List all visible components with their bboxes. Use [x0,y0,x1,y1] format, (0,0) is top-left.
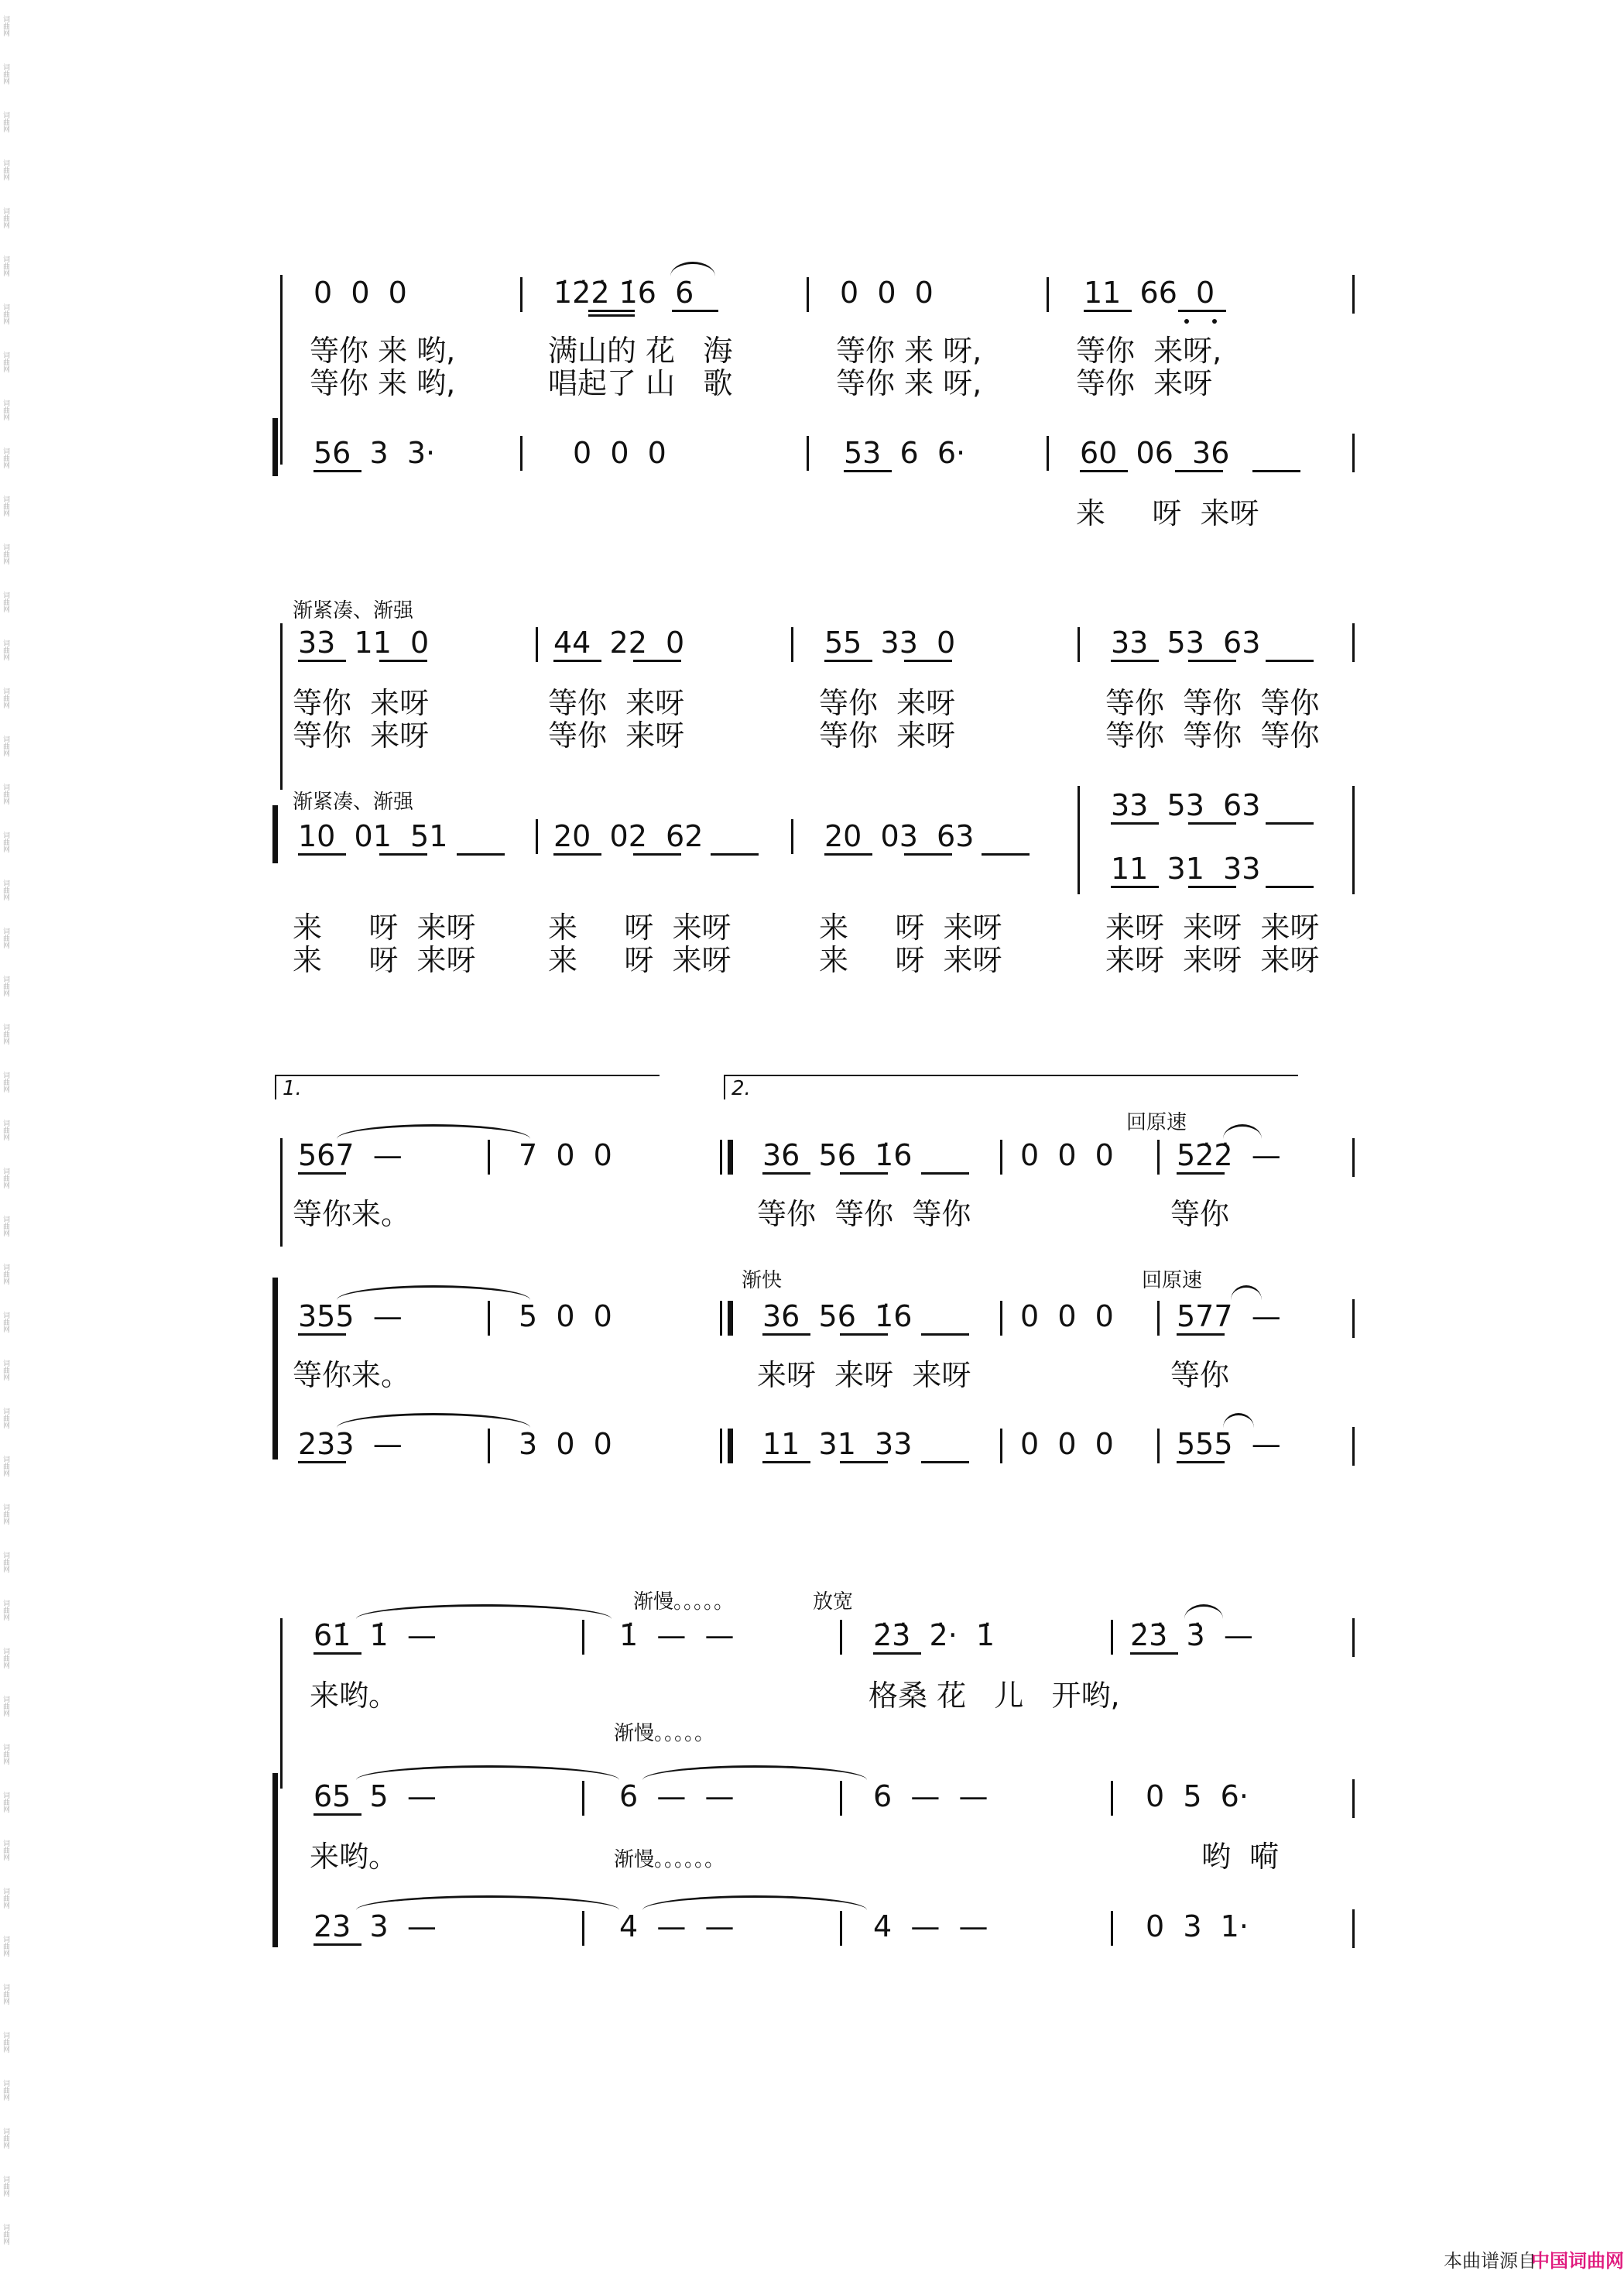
lower-lyric-1-m3: 来 呀 来呀 [819,911,1002,945]
barline [791,819,793,854]
lyric-1-m4: 等你 等你 等你 [1105,686,1320,720]
mid-lyric-m2: 渐慢。。。。。。 [614,1848,725,1871]
mid-lyric-m1: 来哟。 [310,1840,399,1874]
upper-notes-m3: 2̇3̇ 2̇· 1̇ [873,1618,995,1652]
edge-watermark-text: 词曲网 [2,1264,9,1285]
repeat-barline-thick [728,1301,733,1336]
lower-notes-m4: 60 06 36 [1080,436,1230,470]
mid-notes-m2: 5 0 0 [519,1299,612,1333]
notes-m4: 33 53 63 [1111,626,1261,660]
upper-notes-m1: 567 — [298,1138,403,1172]
upper-lyric-m5: 等你 [1170,1197,1230,1231]
barline [1352,1138,1355,1177]
slur [670,262,715,276]
slur [642,1765,867,1780]
lyric-1-m2: 满山的 花 海 [548,334,733,368]
lyric-2-m3: 等你 来呀 [819,719,956,753]
beam-underline [844,470,892,472]
edge-watermark-text: 词曲网 [2,63,9,84]
beam-underline [457,853,505,856]
lower-notes-m1: 56 3 3· [313,436,436,470]
beam-underline [1188,660,1236,662]
low-dot [1212,319,1217,324]
lower-notes-m2: 4 — — [619,1909,735,1943]
lower-notes-m4: 0 3 1· [1146,1909,1249,1943]
beam-underline [1188,886,1236,888]
barline [520,277,522,312]
mid-lyric-m5: 等你 [1170,1358,1230,1392]
volta-bracket-2 [724,1075,1298,1099]
beam-underline [1177,1333,1225,1336]
barline [1352,1909,1355,1948]
edge-watermark-text: 词曲网 [2,15,9,36]
edge-watermark-text: 词曲网 [2,1744,9,1765]
slur [1184,1604,1223,1619]
barline [1352,1779,1355,1818]
notes-m1: 0 0 0 [313,276,407,310]
edge-watermark-text: 词曲网 [2,1120,9,1140]
volta-2-label: 2. [731,1077,751,1100]
beam-underline [762,1461,810,1463]
split-upper-notes: 33 53 63 [1111,788,1261,822]
tempo-mark: 放宽 [813,1590,854,1614]
barline [1157,1140,1160,1175]
tempo-mark: 回原速 [1126,1111,1187,1134]
mid-lyric-m3: 来呀 来呀 来呀 [757,1358,971,1392]
barline [840,1620,842,1655]
beam-underline [298,1172,346,1175]
notes-m3: 0 0 0 [840,276,934,310]
beam-underline [379,660,427,662]
lower-notes-m1: 10 01 51 [298,819,448,853]
lyric-1-m1: 等你 来 哟, [310,334,456,368]
system-brace [272,1278,278,1459]
tempo-mark: 渐快 [742,1269,783,1292]
edge-watermark-text: 词曲网 [2,496,9,516]
notes-m4: 11 66 0 [1084,276,1215,310]
notes-m3: 55 33 0 [824,626,956,660]
dynamics-mark: 渐紧凑、渐强 [293,599,414,623]
upper-lyric-m3: 等你 等你 等你 [757,1197,971,1231]
edge-watermark-text: 词曲网 [2,1360,9,1381]
barline [488,1429,490,1463]
lyric-1-m2: 等你 来呀 [548,686,685,720]
upper-notes-m3: 36 56 1̇6 [762,1138,913,1172]
lyric-1-m3: 等你 来呀 [819,686,956,720]
lower-lyric: 来 呀 来呀 [1076,496,1259,530]
edge-watermark-text: 词曲网 [2,592,9,612]
slur [1223,1413,1254,1428]
upper-lyric-m3: 格桑 花 儿 开哟, [869,1679,1120,1713]
barline [1111,1911,1113,1946]
beam-underline [633,853,681,856]
edge-watermark-text: 词曲网 [2,1648,9,1669]
edge-watermark-text: 词曲网 [2,2080,9,2101]
edge-watermark-text: 词曲网 [2,352,9,372]
beam-underline [1266,886,1314,888]
beam-underline [1266,822,1314,825]
mid-notes-m3: 36 56 1̇6 [762,1299,913,1333]
edge-watermark-text: 词曲网 [2,688,9,708]
slur [356,1604,612,1619]
edge-watermark-text: 词曲网 [2,976,9,996]
footer-source-label: 本曲谱源自 [1444,2250,1537,2272]
lower-lyric-1-m2: 来 呀 来呀 [548,911,731,945]
mid-lyric-m1: 等你来。 [293,1358,411,1392]
split-lower-notes: 11 31 33 [1111,852,1261,886]
mid-notes-m5: 577 — [1177,1299,1281,1333]
beam-underline [1175,470,1223,472]
beam-underline [873,1652,921,1655]
mid-notes-m4: 0 0 0 [1020,1299,1114,1333]
edge-watermark-text: 词曲网 [2,1600,9,1621]
beam-underline [824,853,872,856]
edge-watermark-text: 词曲网 [2,928,9,948]
system-bracket-line [280,275,283,465]
barline [582,1620,584,1655]
lower-notes-m2: 3 0 0 [519,1427,612,1461]
lyric-2-m1: 等你 来 哟, [310,366,456,400]
barline [1352,275,1355,314]
barline [1157,1429,1160,1463]
lower-notes-m3: 11 31 33 [762,1427,913,1461]
slur [356,1765,619,1780]
lower-notes-m3: 53 6 6· [844,436,966,470]
beam-underline [904,660,952,662]
beam-underline [1177,1461,1225,1463]
edge-watermark-text: 词曲网 [2,640,9,660]
dynamics-mark: 渐紧凑、渐强 [293,791,414,814]
edge-watermark-text: 词曲网 [2,1168,9,1189]
system-brace [272,1773,278,1947]
edge-watermark-text: 词曲网 [2,1504,9,1525]
beam-underline [1111,660,1159,662]
beam-underline [633,660,681,662]
beam-underline [1188,822,1236,825]
beam-underline [553,660,601,662]
lower-notes-m5: 555 — [1177,1427,1281,1461]
mid-lyric-m4: 哟 嗬 [1201,1840,1280,1874]
beam-underline [588,314,635,317]
upper-notes-m2: 1̇ — — [619,1618,735,1652]
lower-lyric-2-m3: 来 呀 来呀 [819,943,1002,977]
beam-underline [553,853,601,856]
barline [1111,1781,1113,1816]
beam-underline [1111,886,1159,888]
barline [1157,1301,1160,1336]
beam-underline [824,660,872,662]
lower-lyric-2-m4: 来呀 来呀 来呀 [1105,943,1320,977]
edge-watermark-text: 词曲网 [2,2128,9,2149]
edge-watermark-text: 词曲网 [2,1984,9,2005]
lyric-1-m1: 等你 来呀 [293,686,430,720]
beam-underline [921,1172,969,1175]
barline [840,1911,842,1946]
upper-lyric-m1: 来哟。 [310,1679,399,1713]
lower-notes-m1: 233 — [298,1427,403,1461]
beam-underline [588,310,635,312]
edge-watermark-text: 词曲网 [2,784,9,804]
barline [520,436,522,471]
upper-notes-m1: 61̇ 1̇ — [313,1618,437,1652]
edge-watermark-text: 词曲网 [2,1936,9,1957]
system-brace [272,418,278,476]
barline [1111,1620,1113,1655]
lyric-1-m4: 等你 来呀, [1076,334,1222,368]
barline [840,1781,842,1816]
barline [1352,623,1355,662]
beam-underline [1130,1652,1178,1655]
notes-m1: 33 11 0 [298,626,430,660]
tempo-mark: 渐慢。。。。。 [633,1590,735,1614]
slur [642,1895,867,1910]
lower-lyric-1-m1: 来 呀 来呀 [293,911,476,945]
barline [488,1301,490,1336]
lyric-2-m4: 等你 等你 等你 [1105,719,1320,753]
edge-watermark-text: 词曲网 [2,1024,9,1044]
lyric-2-m2: 唱起了 山 歌 [548,366,733,400]
mid-notes-m1: 65 5 — [313,1779,437,1813]
beam-underline [1252,470,1300,472]
edge-watermark-text: 词曲网 [2,111,9,132]
system-bracket-line [280,1618,283,1789]
barline [1078,627,1080,662]
mid-notes-m3: 6 — — [873,1779,988,1813]
repeat-barline-thick [728,1429,733,1463]
edge-watermark-text: 词曲网 [2,304,9,324]
barline [1078,786,1080,894]
repeat-barline [720,1301,722,1336]
slur [1231,1285,1262,1300]
beam-underline [904,853,952,856]
edge-watermark-text: 词曲网 [2,400,9,420]
beam-underline [1080,470,1128,472]
low-dot [1184,319,1189,324]
beam-underline [672,310,718,312]
tempo-mark: 回原速 [1142,1269,1203,1292]
barline [1000,1140,1002,1175]
edge-watermark-text: 词曲网 [2,1552,9,1573]
repeat-barline [720,1140,722,1175]
notes-m2: 1̇2̇2̇ 1̇6 6 [553,276,694,310]
mid-notes-m2: 6 — — [619,1779,735,1813]
barline [536,819,538,854]
upper-notes-m4: 0 0 0 [1020,1138,1114,1172]
lower-notes-m2: 20 02 62 [553,819,704,853]
beam-underline [762,1333,810,1336]
edge-watermark-text: 词曲网 [2,2224,9,2245]
footer-site-name[interactable]: 中国词曲网 [1531,2250,1624,2272]
barline [1352,786,1355,894]
edge-watermark-text: 词曲网 [2,736,9,756]
lower-notes-m4: 0 0 0 [1020,1427,1114,1461]
beam-underline [298,1333,346,1336]
beam-underline [982,853,1030,856]
edge-watermark-text: 词曲网 [2,544,9,564]
repeat-barline [720,1429,722,1463]
edge-watermark-text: 词曲网 [2,208,9,228]
system-brace [272,805,278,863]
beam-underline [313,1943,361,1946]
edge-watermark [0,0,14,2281]
mid-notes-m4: 0 5 6· [1146,1779,1249,1813]
beam-underline [313,1813,361,1816]
lyric-2-m4: 等你 来呀 [1076,366,1213,400]
notes-m2: 44 22 0 [553,626,685,660]
edge-watermark-text: 词曲网 [2,448,9,468]
lyric-2-m1: 等你 来呀 [293,719,430,753]
volta-bracket-1 [275,1075,660,1099]
beam-underline [840,1172,888,1175]
edge-watermark-text: 词曲网 [2,2032,9,2053]
beam-underline [379,853,427,856]
beam-underline [840,1461,888,1463]
lower-lyric-1-m4: 来呀 来呀 来呀 [1105,911,1320,945]
lyric-1-m3: 等你 来 呀, [836,334,982,368]
slur [337,1124,530,1139]
lower-notes-m3: 4 — — [873,1909,988,1943]
beam-underline [1266,660,1314,662]
lower-lyric-2-m1: 来 呀 来呀 [293,943,476,977]
edge-watermark-text: 词曲网 [2,1792,9,1813]
beam-underline [313,1652,361,1655]
lower-notes-m2: 0 0 0 [573,436,666,470]
barline [582,1781,584,1816]
edge-watermark-text: 词曲网 [2,2176,9,2197]
barline [1352,1299,1355,1338]
edge-watermark-text: 词曲网 [2,880,9,900]
barline [582,1911,584,1946]
lower-notes-m3: 20 03 63 [824,819,975,853]
barline [1000,1429,1002,1463]
edge-watermark-text: 词曲网 [2,1840,9,1861]
barline [807,277,809,312]
barline [1352,1427,1355,1466]
beam-underline [298,1461,346,1463]
edge-watermark-text: 词曲网 [2,832,9,852]
tempo-mark: 渐慢。。。。。 [614,1722,715,1745]
lyric-2-m2: 等你 来呀 [548,719,685,753]
edge-watermark-text: 词曲网 [2,1072,9,1092]
barline [1000,1301,1002,1336]
barline [536,627,538,662]
lower-notes-m1: 23 3 — [313,1909,437,1943]
barline [1352,1618,1355,1657]
barline [807,436,809,471]
beam-underline [840,1333,888,1336]
edge-watermark-text: 词曲网 [2,1888,9,1909]
beam-underline [1084,310,1132,312]
beam-underline [711,853,759,856]
slur [337,1285,530,1300]
beam-underline [921,1333,969,1336]
upper-notes-m5: 52̇2̇ — [1177,1138,1281,1172]
barline [791,627,793,662]
repeat-barline-thick [728,1140,733,1175]
beam-underline [313,470,361,472]
barline [1047,436,1049,471]
beam-underline [298,853,346,856]
lower-lyric-2-m2: 来 呀 来呀 [548,943,731,977]
barline [488,1140,490,1175]
system-bracket-line [280,623,283,790]
lyric-2-m3: 等你 来 呀, [836,366,982,400]
edge-watermark-text: 词曲网 [2,1312,9,1333]
barline [1047,277,1049,312]
beam-underline [298,660,346,662]
edge-watermark-text: 词曲网 [2,159,9,180]
mid-notes-m1: 355 — [298,1299,403,1333]
slur [1223,1124,1262,1139]
edge-watermark-text: 词曲网 [2,1696,9,1717]
upper-notes-m4: 2̇3̇ 3̇ — [1130,1618,1253,1652]
volta-1-label: 1. [283,1077,302,1100]
beam-underline [1111,822,1159,825]
slur [337,1413,530,1428]
beam-underline [1177,1172,1225,1175]
beam-underline [1178,310,1226,312]
edge-watermark-text: 词曲网 [2,1456,9,1477]
upper-lyric-m1: 等你来。 [293,1197,411,1231]
slur [356,1895,619,1910]
edge-watermark-text: 词曲网 [2,256,9,276]
edge-watermark-text: 词曲网 [2,1408,9,1429]
beam-underline [921,1461,969,1463]
upper-notes-m2: 7 0 0 [519,1138,612,1172]
system-bracket-line [280,1138,283,1247]
beam-underline [762,1172,810,1175]
barline [1352,434,1355,472]
edge-watermark-text: 词曲网 [2,1216,9,1237]
